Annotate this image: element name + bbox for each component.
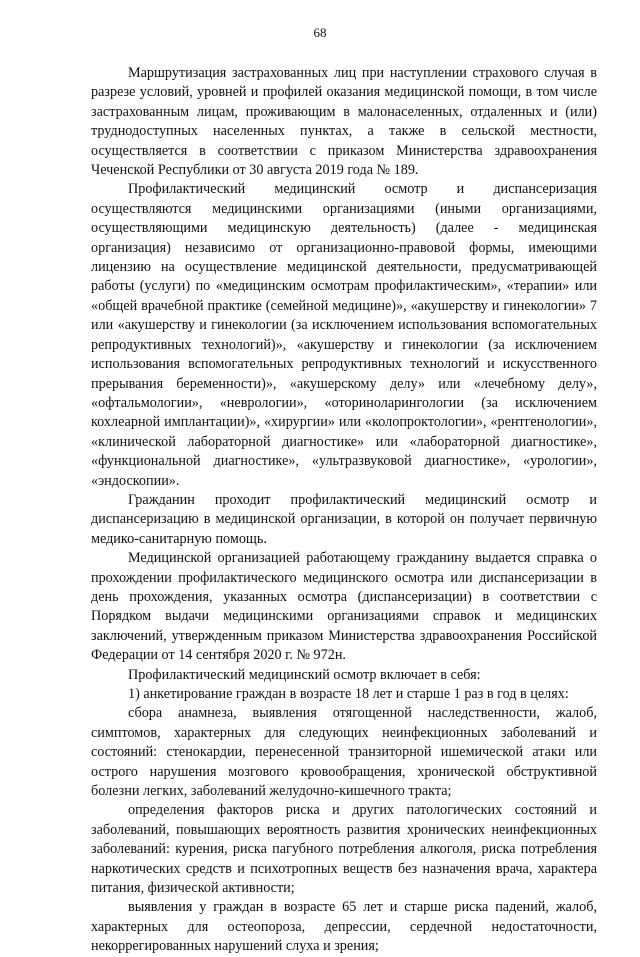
paragraph-exam-includes: Профилактический медицинский осмотр включает в себя:: [128, 666, 481, 683]
document-body: [91, 64, 597, 957]
paragraph-certificate: Медицинской организацией работающему гражданину выдается справка о прохождении профилактического медицинского осмотра или диспансеризации в день прохождения, указанных осмотра (диспансеризации) в соответствии с Порядком выдачи медицинскими организациями справок и медицинских заключений, утвержденным приказом Министерства здравоохранения Российской Федерации от 14 сентября 2020 г. № 972н.: [91, 550, 597, 664]
list-item-questionnaire: 1) анкетирование граждан в возрасте 18 лет и старше 1 раз в год в целях:: [128, 686, 569, 702]
list-item-risk-factors: определения факторов риска и других патологических состояний и заболеваний, повышающих вероятность развития хронических неинфекционных заболеваний: курения, риска пагубного потребления алкоголя, риска потребления наркотических средств и психотропных веществ без назначения врача, характера питания, физической активности;: [91, 802, 597, 897]
paragraph-citizen-exam: Гражданин проходит профилактический медицинский осмотр и диспансеризацию в медицинской организации, в которой он получает первичную медико-санитарную помощь.: [91, 491, 597, 547]
list-item-elderly-risk: выявления у граждан в возрасте 65 лет и старше риска падений, жалоб, характерных для остеопороза, депрессии, сердечной недостаточности, некоррегированных нарушений слуха и зрения;: [91, 899, 597, 955]
list-item-anamnesis: сбора анамнеза, выявления отягощенной наследственности, жалоб, симптомов, характерных для следующих неинфекционных заболеваний и состояний: стенокардии, перенесенной транзиторной ишемической атаки или острого нарушения мозгового кровообращения, хронической обструктивной болезни легких, заболеваний желудочно-кишечного тракта;: [91, 705, 597, 800]
page-number: 68: [313, 25, 327, 40]
paragraph-routing: Маршрутизация застрахованных лиц при наступлении страхового случая в разрезе условий, уровней и профилей оказания медицинской помощи, в том числе застрахованным лицам, проживающим в малонаселенных, отдаленных и (или) труднодоступных населенных пунктах, а также в сельской местности, осуществляется в соответствии с приказом Министерства здравоохранения Чеченской Республики от 30 августа 2019 года № 189.: [91, 65, 597, 179]
paragraph-medical-organizations: Профилактический медицинский осмотр и диспансеризация осуществляются медицинскими организациями (иными организациями, осуществляющими медицинскую деятельность) (далее - медицинская организация) независимо от организационно-правовой формы, имеющими лицензию на осуществление медицинской деятельности, предусматривающей работы (услуги) по «медицинским осмотрам профилактическим», «терапии» или «общей врачебной практике (семейной медицине)», «акушерству и гинекологии» 7 или «акушерству и гинекологии (за исключением использования вспомогательных репродуктивных технологий)», «акушерству и гинекологии (за исключением использования вспомогательных репродуктивных технологий и искусственного прерывания беременности)», «акушерскому делу» или «лечебному делу», «офтальмологии», «неврологии», «оториноларингологии (за исключением кохлеарной имплантации)», «хирургии» или «колопроктологии», «рентгенологии», «клинической лабораторной диагностике» или «лабораторной диагностике», «функциональной диагностике», «ультразвуковой диагностике», «урологии», «эндоскопии».: [91, 181, 597, 489]
